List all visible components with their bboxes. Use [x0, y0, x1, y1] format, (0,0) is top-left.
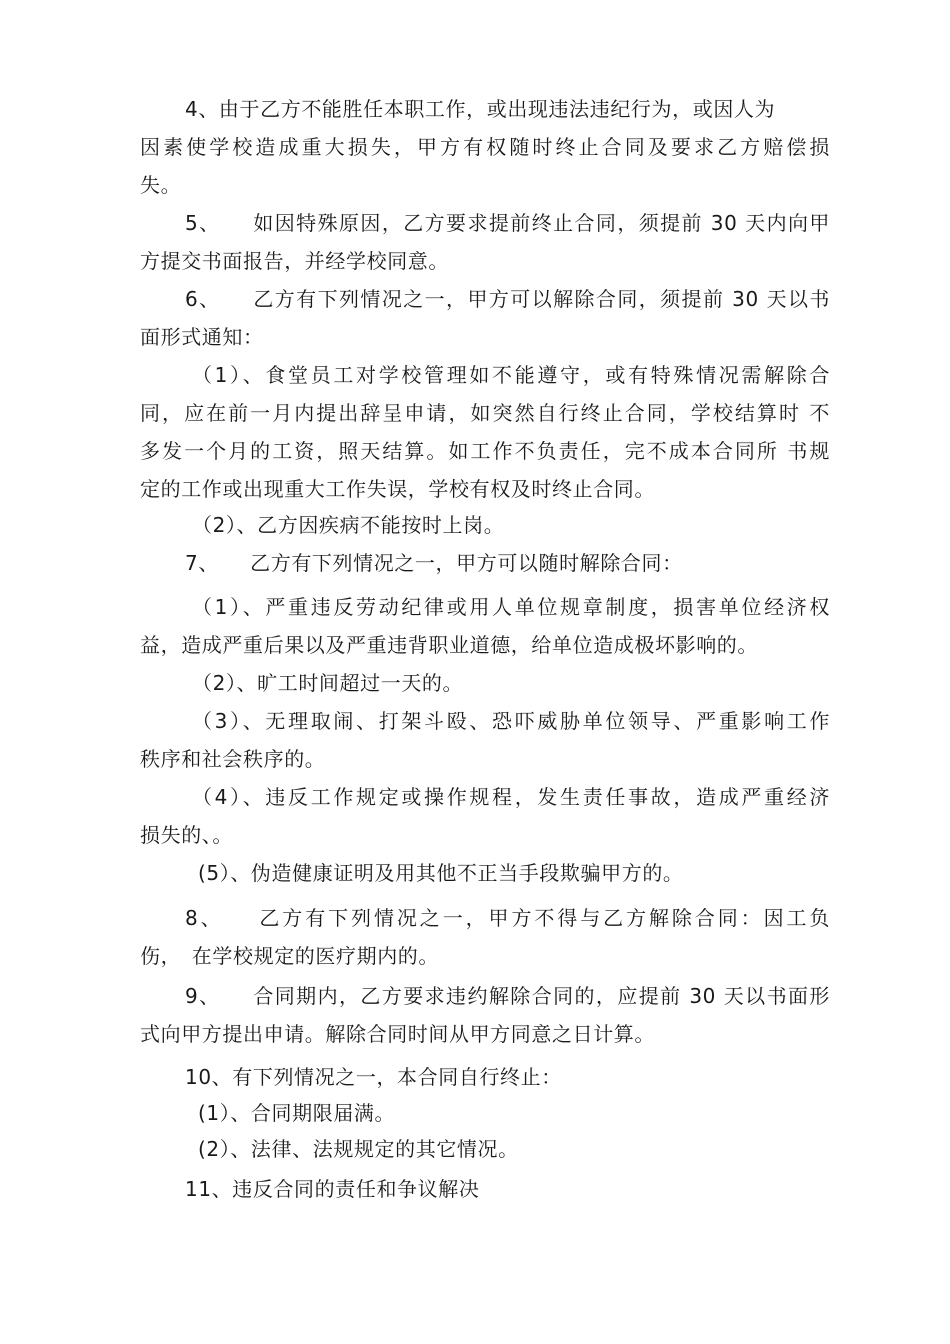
paragraph-line: 失。	[140, 173, 182, 197]
paragraph-line: 同，应在前一月内提出辞呈申请，如突然自行终止合同，学校结算时 不	[140, 401, 830, 425]
paragraph-line: 损失的、。	[140, 823, 233, 847]
paragraph-line: 10、有下列情况之一，本合同自行终止：	[185, 1065, 562, 1089]
paragraph-line: （4）、违反工作规定或操作规程，发生责任事故，造成严重经济	[192, 785, 830, 809]
paragraph-line: （1）、食堂员工对学校管理如不能遵守，或有特殊情况需解除合	[192, 363, 830, 387]
paragraph-line: 8、 乙方有下列情况之一，甲方不得与乙方解除合同：因工负	[185, 906, 830, 930]
paragraph-line: 11、违反合同的责任和争议解决	[185, 1177, 480, 1201]
paragraph-line: 定的工作或出现重大工作失误，学校有权及时终止合同。	[140, 477, 655, 501]
paragraph-line: 多发一个月的工资，照天结算。如工作不负责任，完不成本合同所 书规	[140, 439, 830, 463]
paragraph-line: 5、 如因特殊原因，乙方要求提前终止合同，须提前 30 天内向甲	[185, 211, 830, 235]
paragraph-line: 7、 乙方有下列情况之一，甲方可以随时解除合同：	[185, 551, 683, 575]
paragraph-line: 方提交书面报告，并经学校同意。	[140, 249, 449, 273]
paragraph-line: （3）、无理取闹、打架斗殴、恐吓威胁单位领导、严重影响工作	[192, 709, 830, 733]
paragraph-line: 式向甲方提出申请。解除合同时间从甲方同意之日计算。	[140, 1022, 655, 1046]
paragraph-line: 4、由于乙方不能胜任本职工作，或出现违法违纪行为，或因人为	[185, 97, 776, 121]
paragraph-line: 6、 乙方有下列情况之一，甲方可以解除合同，须提前 30 天以书	[185, 287, 830, 311]
paragraph-line: 面形式通知：	[140, 325, 264, 349]
paragraph-line: (1）、合同期限届满。	[198, 1101, 396, 1125]
paragraph-line: （2）、乙方因疾病不能按时上岗。	[192, 513, 505, 537]
paragraph-line: 益，造成严重后果以及严重违背职业道德，给单位造成极坏影响的。	[140, 633, 758, 657]
paragraph-line: (5）、伪造健康证明及用其他不正当手段欺骗甲方的。	[198, 861, 684, 885]
paragraph-line: 9、 合同期内，乙方要求违约解除合同的，应提前 30 天以书面形	[185, 984, 830, 1008]
paragraph-line: (2）、法律、法规规定的其它情况。	[198, 1137, 519, 1161]
paragraph-line: 伤， 在学校规定的医疗期内的。	[140, 944, 439, 968]
paragraph-line: （1）、严重违反劳动纪律或用人单位规章制度，损害单位经济权	[192, 595, 830, 619]
paragraph-line: （2）、旷工时间超过一天的。	[192, 671, 464, 695]
paragraph-line: 因素使学校造成重大损失，甲方有权随时终止合同及要求乙方赔偿损	[140, 135, 830, 159]
paragraph-line: 秩序和社会秩序的。	[140, 747, 326, 771]
